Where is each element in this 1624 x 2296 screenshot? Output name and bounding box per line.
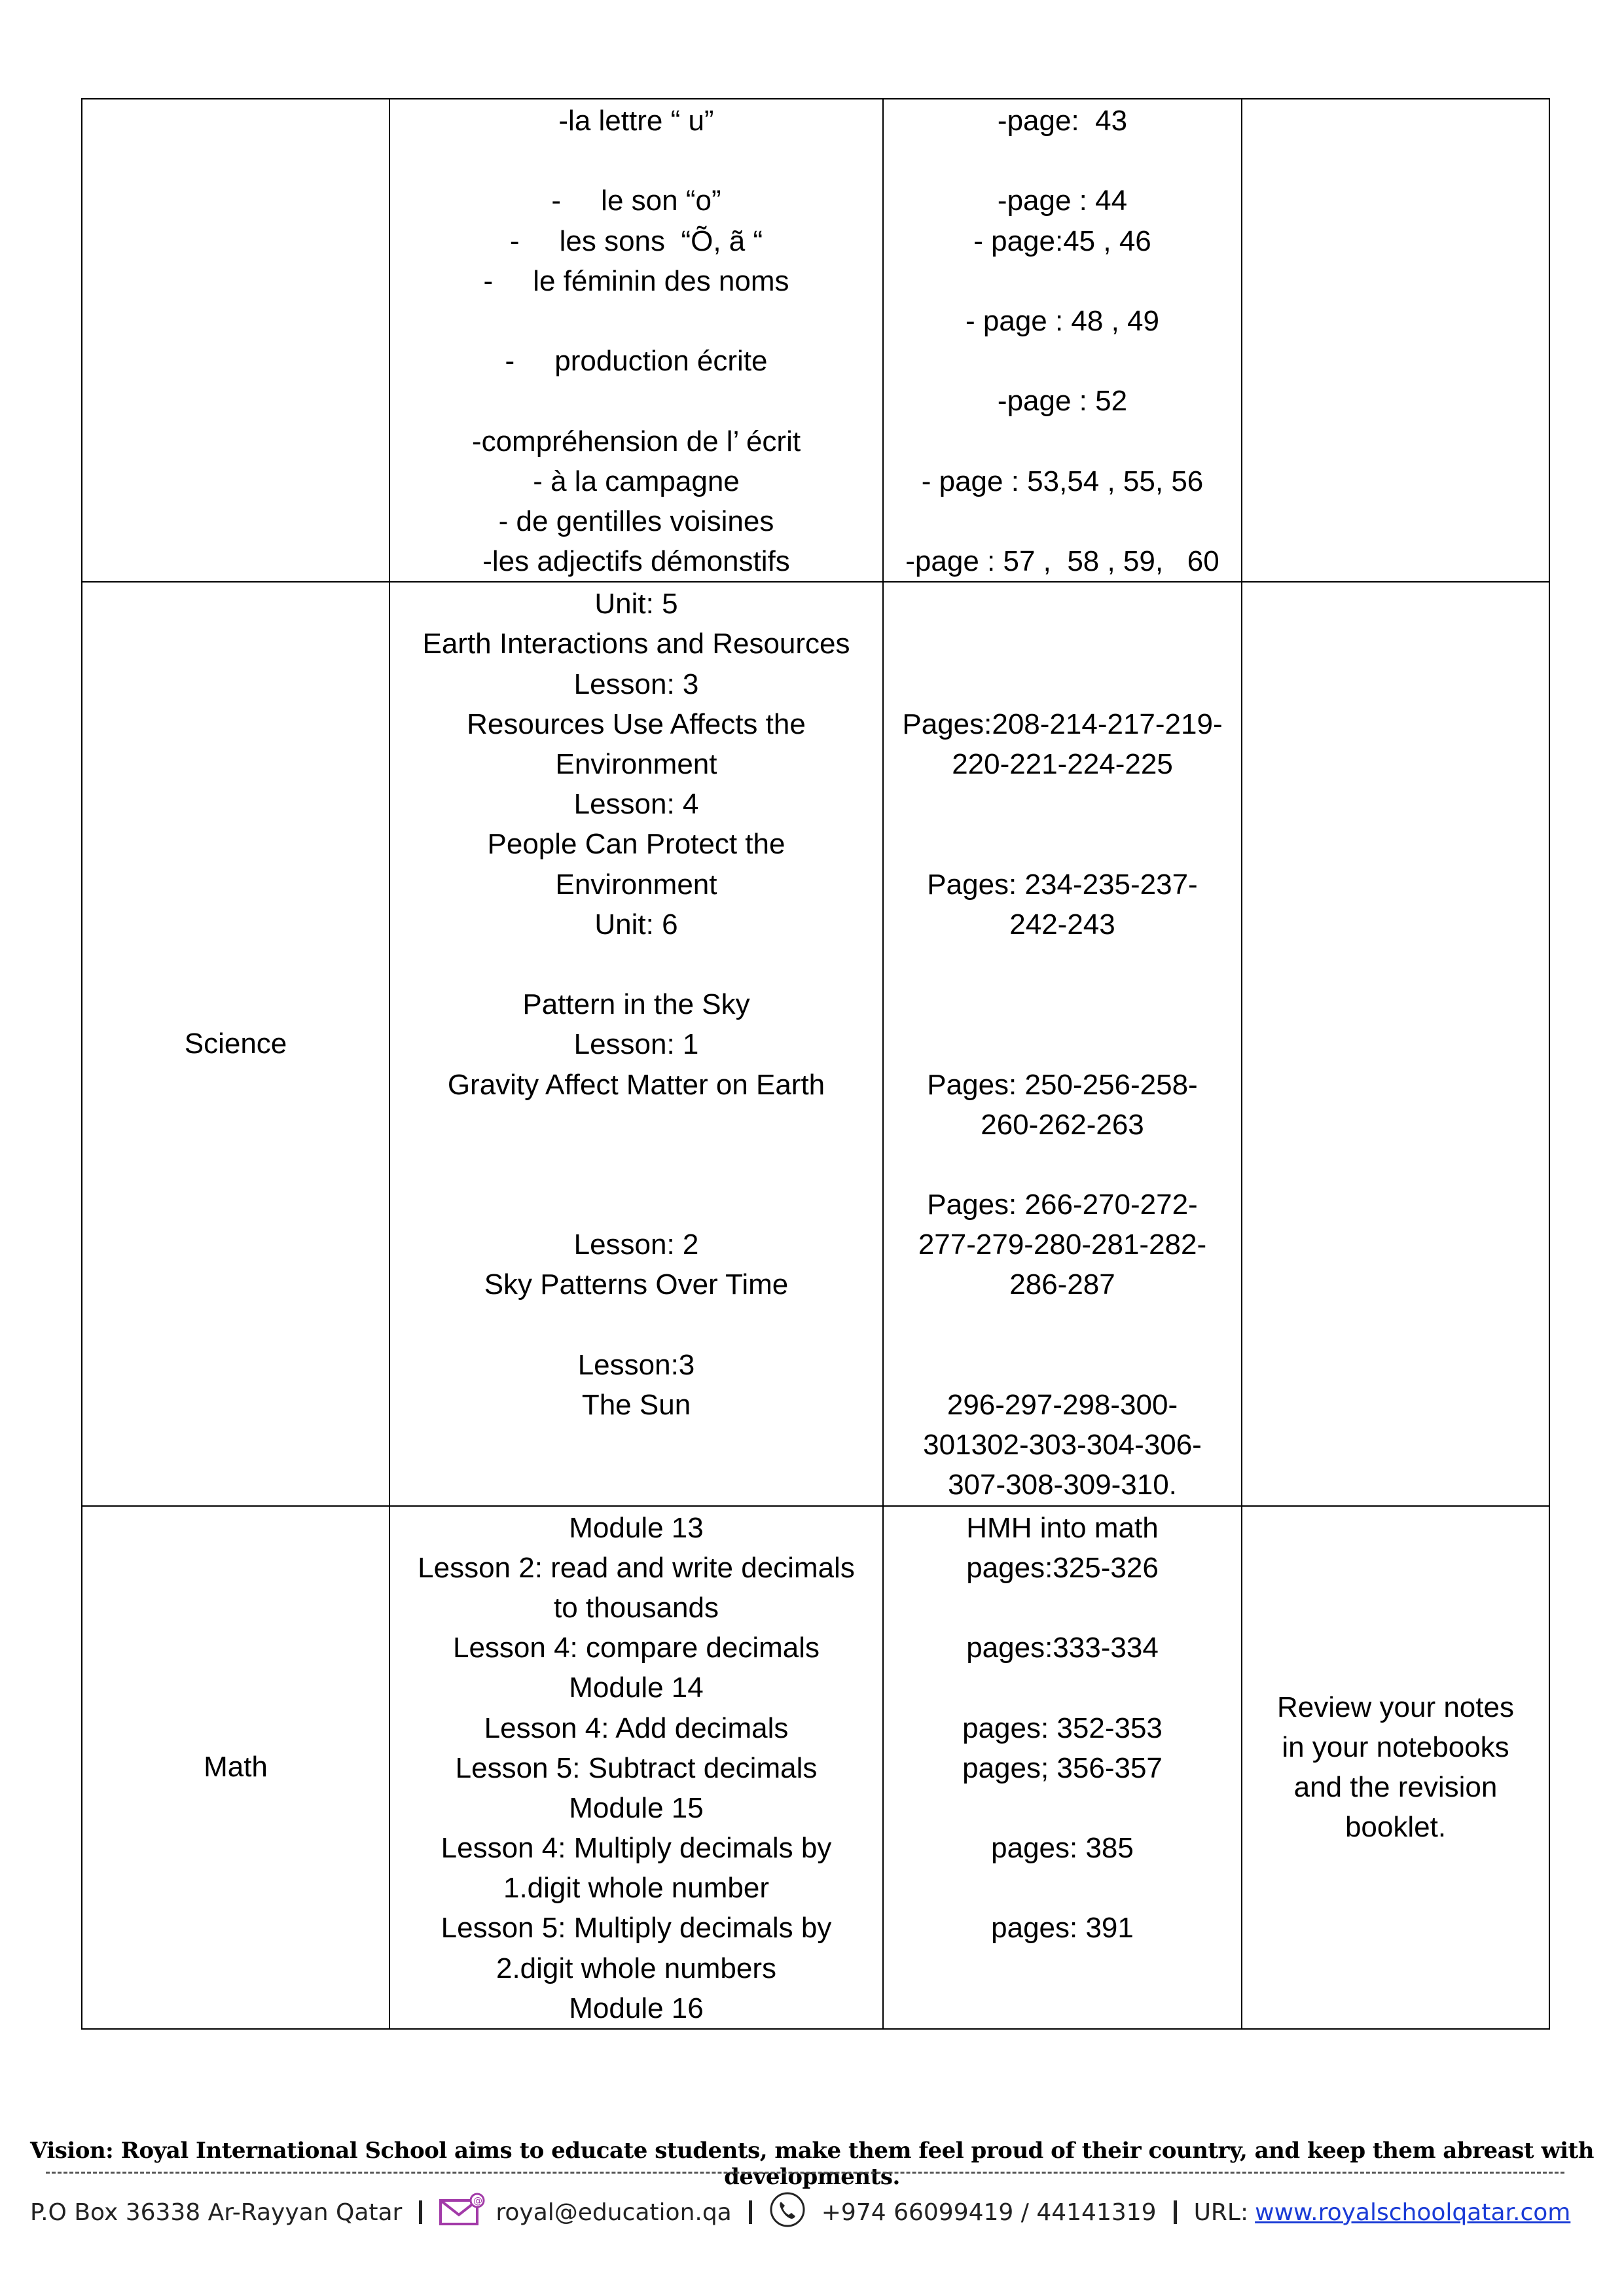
text-line: Lesson: 2 — [573, 1229, 699, 1261]
text-line: Resources Use Affects the — [467, 708, 806, 740]
content-cell — [389, 1506, 883, 2029]
text-line: Lesson: 4 — [573, 788, 699, 821]
table-row — [82, 582, 1549, 1505]
text-line: Lesson 4: Add decimals — [484, 1712, 789, 1744]
text-line: Lesson: 3 — [573, 668, 699, 700]
text-line — [390, 1105, 882, 1145]
text-line — [390, 301, 882, 341]
text-line: Lesson: 1 — [573, 1028, 699, 1061]
text-line — [884, 1868, 1241, 1908]
text-line: - le son “o” — [551, 185, 721, 217]
contact-bar — [30, 2186, 1601, 2238]
text-line: pages:333-334 — [966, 1632, 1159, 1664]
subject-cell — [82, 99, 389, 582]
text-line: Unit: 6 — [594, 908, 678, 941]
footer-divider — [46, 2172, 1564, 2174]
text-line: 1.digit whole number — [503, 1872, 769, 1905]
text-line — [884, 141, 1241, 181]
note-cell — [1242, 1506, 1549, 2029]
text-line: The Sun — [581, 1389, 691, 1421]
text-line: -compréhension de l’ écrit — [471, 425, 801, 457]
text-line — [884, 624, 1241, 664]
text-line: HMH into math — [966, 1511, 1159, 1544]
website-link[interactable]: www.royalschoolqatar.com — [1255, 2198, 1571, 2226]
text-line: pages: 352-353 — [962, 1712, 1163, 1744]
text-line — [390, 1305, 882, 1345]
text-line: -page: 43 — [997, 105, 1128, 137]
text-line — [884, 422, 1241, 461]
text-line: 296-297-298-300- — [947, 1389, 1178, 1421]
text-line — [390, 381, 882, 421]
content-cell — [389, 99, 883, 582]
content-cell — [389, 582, 883, 1505]
text-line: 2.digit whole numbers — [496, 1952, 776, 1984]
text-line — [884, 1305, 1241, 1345]
text-line: Module 13 — [569, 1511, 704, 1544]
subject-cell: Science — [82, 582, 389, 1505]
text-line: Module 15 — [569, 1791, 704, 1824]
text-line — [884, 501, 1241, 541]
separator — [1174, 2200, 1177, 2224]
text-line — [884, 341, 1241, 381]
text-line: -page : 57 , 58 , 59, 60 — [905, 545, 1219, 578]
phone-number: +974 66099419 / 44141319 — [821, 2198, 1157, 2226]
text-line — [884, 1145, 1241, 1185]
note-cell — [1242, 99, 1549, 582]
text-line: pages: 385 — [991, 1832, 1134, 1865]
text-line — [884, 824, 1241, 864]
text-line — [884, 1788, 1241, 1828]
po-box: P.O Box 36338 Ar-Rayyan Qatar — [30, 2198, 403, 2226]
text-line: Pages:208-214-217-219- — [902, 708, 1223, 740]
text-line: Pattern in the Sky — [522, 988, 750, 1021]
separator — [419, 2200, 422, 2224]
table-row — [82, 99, 1549, 582]
text-line: to thousands — [554, 1591, 719, 1624]
text-line: -page : 52 — [997, 385, 1128, 418]
text-line: Pages: 234-235-237- — [927, 868, 1198, 901]
url-label: URL: — [1193, 2198, 1249, 2226]
vision-statement: Vision: Royal International School aims to educate students, make them feel proud of their country, and keep them abreast with developments. — [30, 2138, 1594, 2190]
text-line — [884, 1024, 1241, 1064]
pages-cell — [883, 1506, 1242, 2029]
text-line: pages: 391 — [991, 1912, 1134, 1945]
text-line: -les adjectifs démonstifs — [482, 545, 790, 578]
pages-cell — [883, 582, 1242, 1505]
text-line: - de gentilles voisines — [498, 505, 774, 537]
note-text: Review your notes in your notebooks and the revision booklet. — [1277, 1691, 1514, 1844]
text-line: -page : 44 — [997, 185, 1128, 217]
text-line — [390, 944, 882, 984]
subject-cell: Math — [82, 1506, 389, 2029]
text-line: -la lettre “ u” — [558, 105, 714, 137]
pages-cell — [883, 99, 1242, 582]
text-line — [884, 584, 1241, 624]
text-line: 277-279-280-281-282- — [918, 1229, 1207, 1261]
text-line: Module 16 — [569, 1992, 704, 2024]
text-line: Lesson 4: Multiply decimals by — [441, 1832, 832, 1865]
text-line: 220-221-224-225 — [952, 748, 1173, 780]
text-line: Gravity Affect Matter on Earth — [447, 1068, 825, 1101]
text-line: 301302-303-304-306- — [923, 1429, 1202, 1462]
text-line: Pages: 266-270-272- — [927, 1189, 1198, 1221]
text-line — [884, 1345, 1241, 1385]
text-line: Lesson 5: Multiply decimals by — [441, 1912, 832, 1945]
text-line: Environment — [555, 748, 717, 780]
text-line — [884, 1588, 1241, 1628]
text-line: Earth Interactions and Resources — [422, 628, 850, 660]
text-line: 286-287 — [1009, 1268, 1115, 1301]
text-line: 260-262-263 — [981, 1108, 1144, 1141]
text-line: Lesson 4: compare decimals — [452, 1632, 820, 1664]
text-line: Module 14 — [569, 1672, 704, 1704]
text-line — [884, 984, 1241, 1024]
text-line: - à la campagne — [533, 465, 740, 497]
text-line: Lesson:3 — [577, 1348, 695, 1381]
text-line: Unit: 5 — [594, 588, 678, 620]
text-line: Sky Patterns Over Time — [484, 1268, 789, 1301]
text-line — [390, 1145, 882, 1185]
text-line: - production écrite — [505, 345, 768, 378]
text-line — [390, 141, 882, 181]
text-line: - le féminin des noms — [483, 264, 789, 297]
text-line — [390, 1185, 882, 1225]
text-line: 242-243 — [1009, 908, 1115, 941]
note-cell — [1242, 582, 1549, 1505]
text-line: - page : 53,54 , 55, 56 — [921, 465, 1204, 497]
text-line: Lesson 5: Subtract decimals — [455, 1751, 818, 1784]
curriculum-table — [81, 98, 1550, 2030]
text-line: - page:45 , 46 — [973, 224, 1151, 257]
text-line: People Can Protect the — [487, 828, 785, 861]
text-line: pages:325-326 — [966, 1551, 1159, 1584]
text-line: pages; 356-357 — [962, 1751, 1163, 1784]
text-line: - les sons “Õ, ã “ — [509, 224, 763, 257]
phone-icon — [769, 2191, 806, 2234]
text-line — [884, 784, 1241, 824]
text-line — [884, 944, 1241, 984]
text-line — [884, 664, 1241, 704]
mail-icon — [439, 2193, 485, 2233]
text-line — [884, 1668, 1241, 1708]
text-line: 307-308-309-310. — [948, 1469, 1177, 1501]
text-line: Pages: 250-256-258- — [927, 1068, 1198, 1101]
text-line — [884, 261, 1241, 301]
table-row — [82, 1506, 1549, 2029]
text-line: - page : 48 , 49 — [965, 304, 1159, 337]
svg-text:@: @ — [473, 2195, 483, 2206]
separator — [749, 2200, 752, 2224]
email[interactable]: royal@education.qa — [496, 2198, 732, 2226]
text-line: Lesson 2: read and write decimals — [418, 1551, 855, 1584]
text-line: Environment — [555, 868, 717, 901]
